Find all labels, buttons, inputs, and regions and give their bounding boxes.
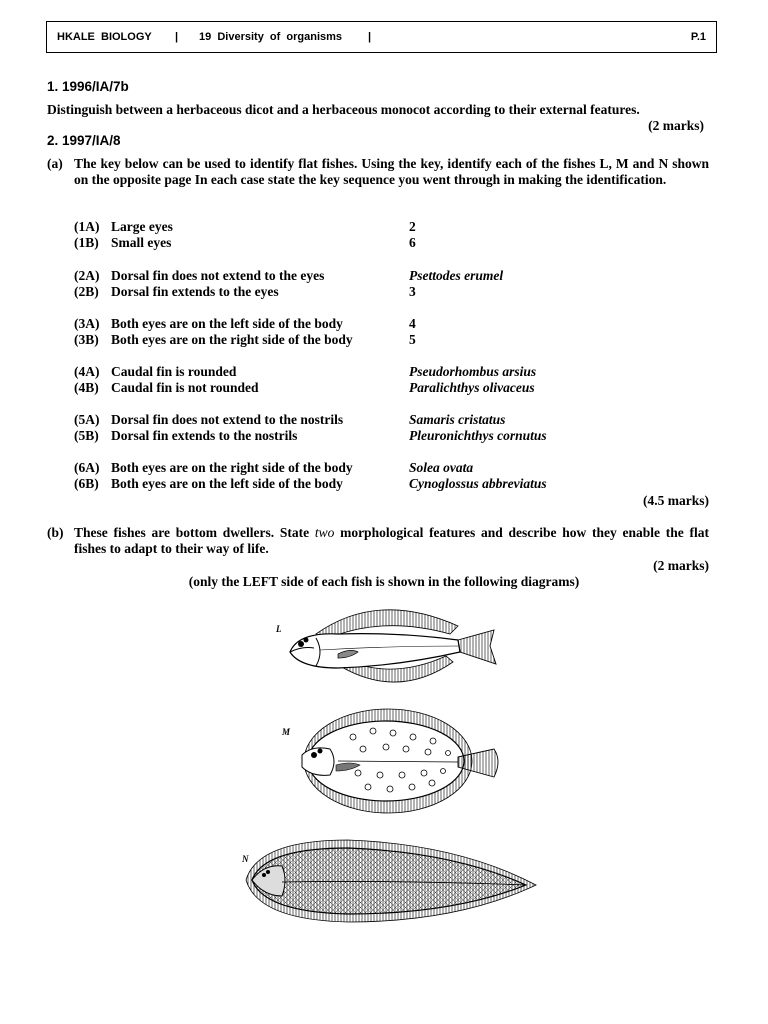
part-b-text-end: morphological features and describe how they enable the flat fishes to adapt to their way of life. <box>74 525 710 556</box>
key-code: (5B) <box>74 428 99 443</box>
key-result: Solea ovata <box>409 460 474 475</box>
key-result: Cynoglossus abbreviatus <box>409 476 547 491</box>
key-description: Dorsal fin does not extend to the nostrils <box>111 412 344 427</box>
part-b-marks: (2 marks) <box>653 558 709 573</box>
header-separator: | <box>175 31 179 43</box>
key-result: 4 <box>409 316 416 331</box>
part-a-text: The key below can be used to identify flat fishes. Using the key, identify each of the fishes L, M and N shown on the opposite page In each case state the key sequence you went through in making the identification. <box>74 156 709 187</box>
question-1-marks: (2 marks) <box>648 118 704 133</box>
header-separator: | <box>368 31 372 43</box>
header-page-number: P.1 <box>690 31 706 43</box>
key-code: (4A) <box>74 364 100 379</box>
question-2-title: 2. 1997/IA/8 <box>47 133 121 148</box>
part-b-emphasis: two <box>314 525 335 540</box>
key-result: Paralichthys olivaceus <box>409 380 535 395</box>
key-description: Small eyes <box>111 235 172 250</box>
key-description: Large eyes <box>111 219 173 234</box>
key-code: (2B) <box>74 284 99 299</box>
fish-m-figure <box>278 705 503 817</box>
key-code: (6B) <box>74 476 99 491</box>
key-description: Both eyes are on the right side of the body <box>111 332 353 347</box>
fish-n-drawing <box>238 830 543 930</box>
key-code: (6A) <box>74 460 100 475</box>
figure-caption: (only the LEFT side of each fish is shown in the following diagrams) <box>188 574 580 589</box>
header-subject: HKALE BIOLOGY <box>57 31 152 43</box>
fish-l-label: L <box>276 624 282 634</box>
fish-n-figure <box>238 830 543 930</box>
key-code: (4B) <box>74 380 99 395</box>
key-description: Caudal fin is not rounded <box>111 380 259 395</box>
fish-n-label: N <box>242 854 249 864</box>
header-topic: 19 Diversity of organisms <box>199 31 343 43</box>
fish-m-drawing <box>278 705 503 817</box>
part-a-label: (a) <box>47 156 63 171</box>
fish-l-figure <box>268 596 508 696</box>
key-code: (1A) <box>74 219 100 234</box>
key-description: Caudal fin is rounded <box>111 364 237 379</box>
key-description: Dorsal fin extends to the eyes <box>111 284 279 299</box>
key-result: Pleuronichthys cornutus <box>409 428 547 443</box>
question-1-title: 1. 1996/IA/7b <box>47 79 129 94</box>
key-description: Dorsal fin does not extend to the eyes <box>111 268 325 283</box>
key-code: (2A) <box>74 268 100 283</box>
key-description: Both eyes are on the left side of the body <box>111 316 343 331</box>
key-result: Samaris cristatus <box>409 412 506 427</box>
fish-l-drawing <box>268 596 508 696</box>
key-code: (3B) <box>74 332 99 347</box>
key-result: 3 <box>409 284 416 299</box>
key-result: Psettodes erumel <box>409 268 504 283</box>
key-result: Pseudorhombus arsius <box>409 364 537 379</box>
part-b-label: (b) <box>47 525 64 540</box>
part-a-marks: (4.5 marks) <box>643 493 709 508</box>
page-header <box>46 21 717 53</box>
key-code: (3A) <box>74 316 100 331</box>
key-code: (1B) <box>74 235 99 250</box>
key-description: Both eyes are on the left side of the body <box>111 476 343 491</box>
key-result: 2 <box>409 219 416 234</box>
part-b-text-start: These fishes are bottom dwellers. State <box>74 525 315 540</box>
key-result: 5 <box>409 332 416 347</box>
question-1-text: Distinguish between a herbaceous dicot and a herbaceous monocot according to their external features. <box>47 102 640 117</box>
key-description: Dorsal fin extends to the nostrils <box>111 428 298 443</box>
key-result: 6 <box>409 235 416 250</box>
part-b-text <box>74 525 709 557</box>
fish-m-label: M <box>282 727 291 737</box>
key-description: Both eyes are on the right side of the body <box>111 460 353 475</box>
key-code: (5A) <box>74 412 100 427</box>
